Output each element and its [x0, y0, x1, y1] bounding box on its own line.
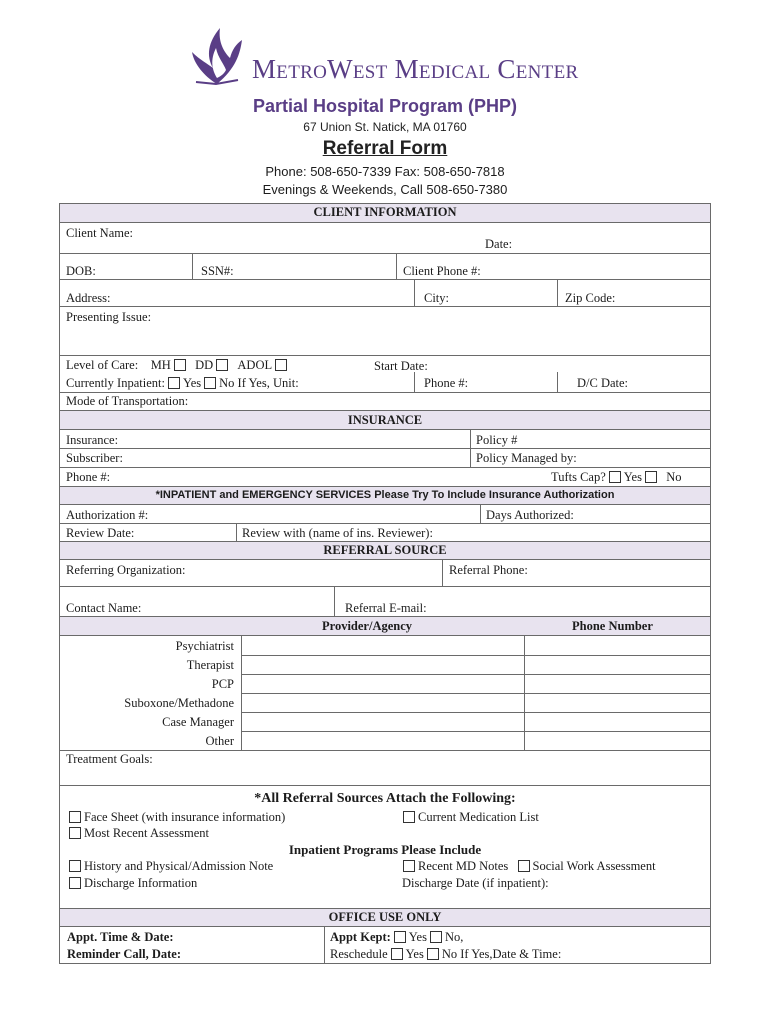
currently-inpatient-row [66, 376, 299, 390]
unit-phone-field[interactable]: Phone #: [424, 376, 469, 390]
face-sheet-label: Face Sheet (with insurance information) [84, 810, 286, 824]
insurance-field[interactable]: Insurance: [66, 433, 119, 447]
face-sheet-row [66, 810, 285, 824]
presenting-issue-field[interactable]: Presenting Issue: [66, 310, 152, 324]
authorization-notice: *INPATIENT and EMERGENCY SERVICES Please Try To Include Insurance Authorization [60, 486, 710, 505]
city-field[interactable]: City: [424, 291, 450, 305]
provider-suboxone-methadone: Suboxone/Methadone [124, 696, 234, 710]
mh-checkbox[interactable] [174, 359, 186, 371]
section-office-use-only: OFFICE USE ONLY [60, 908, 710, 927]
provider-table-header [60, 616, 710, 636]
provider-other: Other [205, 734, 234, 748]
tufts-cap-row [551, 470, 682, 484]
discharge-info-label: Discharge Information [84, 876, 198, 890]
subscriber-field[interactable]: Subscriber: [66, 451, 123, 465]
currently-inpatient-label: Currently Inpatient: [66, 376, 165, 390]
assessment-row [66, 826, 209, 840]
tufts-cap-label: Tufts Cap? [551, 470, 606, 484]
policy-number-field[interactable]: Policy # [476, 433, 518, 447]
discharge-info-checkbox[interactable] [69, 877, 81, 889]
appt-time-field[interactable]: Appt. Time & Date: [67, 930, 174, 944]
ssn-field[interactable]: SSN#: [201, 264, 234, 278]
attach-title: *All Referral Sources Attach the Following: [254, 791, 516, 806]
assessment-checkbox[interactable] [69, 827, 81, 839]
dc-date-field[interactable]: D/C Date: [577, 376, 629, 390]
org-name: MetroWest Medical Center [252, 54, 579, 84]
history-label: History and Physical/Admission Note [84, 859, 274, 873]
dd-label: DD [195, 358, 214, 372]
referral-phone-field[interactable]: Referral Phone: [449, 563, 528, 577]
reschedule-yes-checkbox[interactable] [391, 948, 403, 960]
tufts-yes-label: Yes [623, 470, 642, 484]
authorization-field[interactable]: Authorization #: [66, 508, 149, 522]
appt-kept-yes-checkbox[interactable] [394, 931, 406, 943]
zip-code-field[interactable]: Zip Code: [565, 291, 616, 305]
reschedule-no-checkbox[interactable] [427, 948, 439, 960]
inpatient-no-checkbox[interactable] [204, 377, 216, 389]
insurance-phone-field[interactable]: Phone #: [66, 470, 111, 484]
reschedule-yes-label: Yes [405, 947, 424, 961]
form-title: Referral Form [322, 138, 448, 159]
inpatient-no-unit-label: No If Yes, Unit: [219, 376, 299, 390]
referral-form [59, 203, 711, 964]
client-phone-field[interactable]: Client Phone #: [403, 264, 481, 278]
history-checkbox[interactable] [69, 860, 81, 872]
address-field[interactable]: Address: [66, 291, 111, 305]
section-referral-source: REFERRAL SOURCE [60, 541, 710, 560]
reschedule-no-label: No If Yes,Date & Time: [441, 947, 562, 961]
days-authorized-field[interactable]: Days Authorized: [486, 508, 574, 522]
tufts-no-checkbox[interactable] [645, 471, 657, 483]
logo [186, 24, 586, 88]
client-name-field[interactable]: Client Name: [66, 226, 133, 240]
discharge-date-field[interactable]: Discharge Date (if inpatient): [402, 876, 549, 890]
inpatient-yes-label: Yes [182, 376, 202, 390]
face-sheet-checkbox[interactable] [69, 811, 81, 823]
program-title: Partial Hospital Program (PHP) [252, 96, 518, 116]
phone-number-header: Phone Number [572, 619, 653, 633]
provider-case-manager: Case Manager [162, 715, 234, 729]
provider-therapist: Therapist [186, 658, 234, 672]
md-notes-label: Recent MD Notes [418, 859, 509, 873]
inpatient-yes-checkbox[interactable] [168, 377, 180, 389]
provider-agency-header: Provider/Agency [322, 619, 413, 633]
reminder-call-field[interactable]: Reminder Call, Date: [67, 947, 181, 961]
provider-psychiatrist: Psychiatrist [175, 639, 234, 653]
med-list-row [400, 810, 539, 824]
reschedule-row [330, 947, 561, 961]
policy-managed-field[interactable]: Policy Managed by: [476, 451, 577, 465]
appt-kept-label: Appt Kept: [330, 930, 391, 944]
level-of-care-row [66, 358, 290, 372]
section-insurance: INSURANCE [60, 410, 710, 430]
review-with-field[interactable]: Review with (name of ins. Reviewer): [242, 526, 433, 540]
flame-logo-icon [186, 24, 248, 88]
adol-checkbox[interactable] [275, 359, 287, 371]
md-notes-row [400, 859, 656, 873]
inpatient-programs-title: Inpatient Programs Please Include [288, 842, 482, 857]
discharge-info-row [66, 876, 197, 890]
dd-checkbox[interactable] [216, 359, 228, 371]
appt-kept-row [330, 930, 463, 944]
adol-label: ADOL [237, 358, 273, 372]
phone-fax-line: Phone: 508-650-7339 Fax: 508-650-7818 [265, 164, 505, 179]
tufts-no-label: No [666, 470, 682, 484]
appt-kept-yes-label: Yes [408, 930, 427, 944]
transportation-field[interactable]: Mode of Transportation: [66, 394, 189, 408]
referring-organization-field[interactable]: Referring Organization: [66, 563, 186, 577]
program-address: 67 Union St. Natick, MA 01760 [303, 120, 467, 134]
date-field[interactable]: Date: [485, 237, 513, 251]
evening-line: Evenings & Weekends, Call 508-650-7380 [262, 182, 508, 197]
social-work-label: Social Work Assessment [532, 859, 656, 873]
treatment-goals-field[interactable]: Treatment Goals: [66, 752, 153, 766]
appt-kept-no-checkbox[interactable] [430, 931, 442, 943]
level-of-care-label: Level of Care: [66, 358, 139, 372]
md-notes-checkbox[interactable] [403, 860, 415, 872]
section-client-information: CLIENT INFORMATION [60, 204, 710, 223]
med-list-checkbox[interactable] [403, 811, 415, 823]
med-list-label: Current Medication List [418, 810, 539, 824]
review-date-field[interactable]: Review Date: [66, 526, 135, 540]
tufts-yes-checkbox[interactable] [609, 471, 621, 483]
assessment-label: Most Recent Assessment [84, 826, 209, 840]
history-row [66, 859, 273, 873]
provider-pcp: PCP [211, 677, 234, 691]
mh-label: MH [150, 358, 171, 372]
reschedule-label: Reschedule [330, 947, 388, 961]
dob-field[interactable]: DOB: [66, 264, 96, 278]
referral-email-field[interactable]: Referral E-mail: [345, 601, 427, 615]
appt-kept-no-label: No, [444, 930, 464, 944]
contact-name-field[interactable]: Contact Name: [66, 601, 142, 615]
social-work-checkbox[interactable] [518, 860, 530, 872]
start-date-field[interactable]: Start Date: [374, 359, 428, 373]
